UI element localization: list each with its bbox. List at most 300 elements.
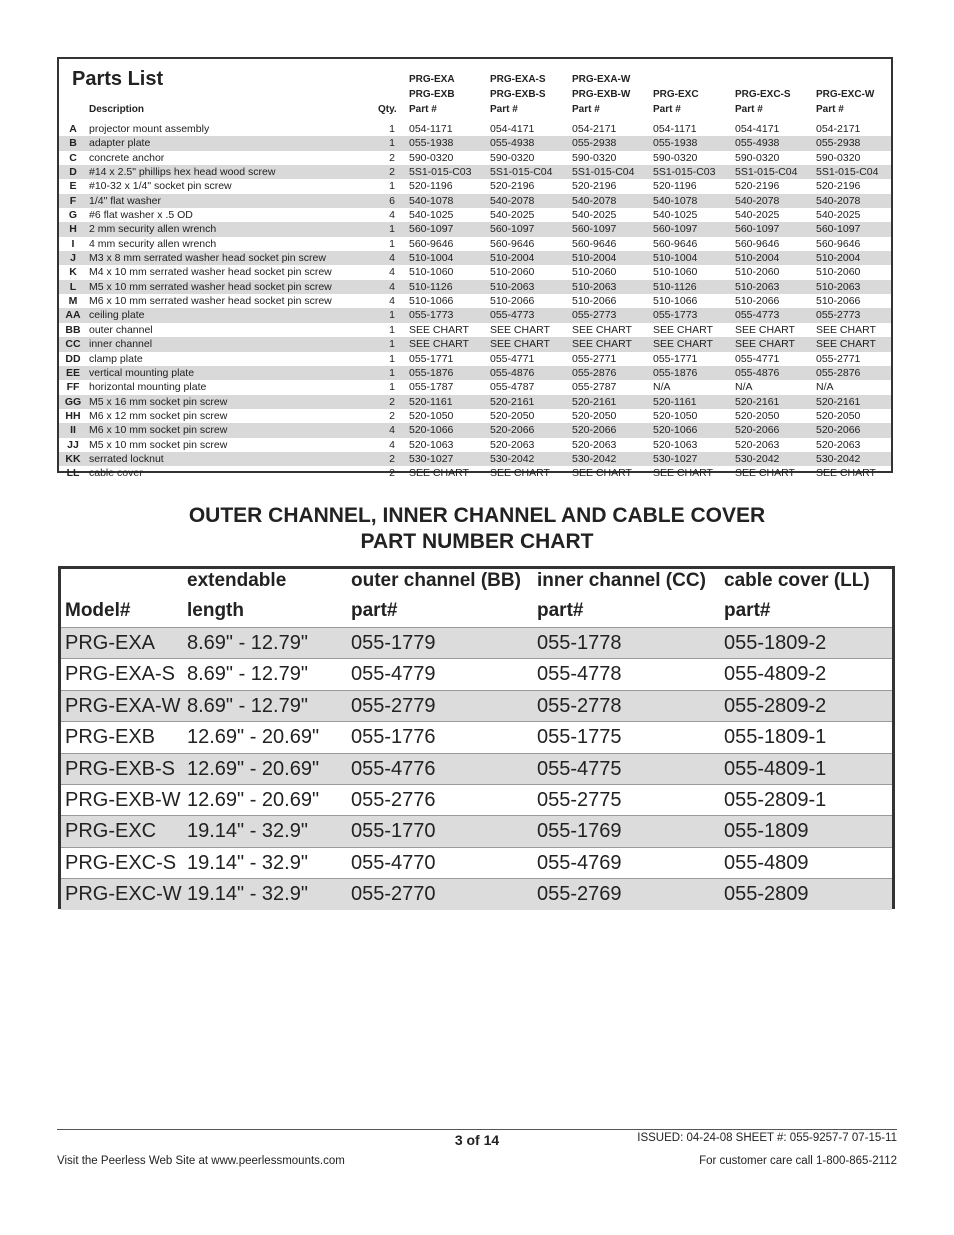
part-letter: CC [65,338,81,351]
parts-row [59,222,891,236]
chart-length: 19.14" - 32.9" [187,820,308,843]
model-header-top: PRG-EXA-S [490,74,546,85]
part-number: SEE CHART [490,338,550,351]
parts-row [59,179,891,193]
part-number: 510-2004 [816,252,861,265]
part-number: 510-2060 [572,266,617,279]
chart-row [61,690,892,721]
part-number: 055-4771 [490,352,535,365]
part-letter: I [71,237,75,250]
part-number: 530-2042 [735,452,780,465]
part-description: 4 mm security allen wrench [89,237,217,250]
part-number: 530-2042 [572,452,617,465]
part-number: 520-2063 [816,438,861,451]
part-number: 520-2161 [735,395,780,408]
part-letter: DD [65,352,81,365]
cable-header-line1: cable cover (LL) [724,570,870,591]
chart-cable-part: 055-4809-2 [724,663,827,686]
part-number: 054-2171 [816,123,861,135]
chart-row [61,753,892,784]
part-number: 055-4938 [735,137,780,150]
part-letter: BB [65,323,81,336]
part-qty: 2 [389,452,395,465]
part-number-header: Part # [735,104,763,115]
part-letter: M [68,295,78,308]
part-number: 5S1-015-C03 [653,166,716,179]
part-number: SEE CHART [653,323,713,336]
part-letter: GG [64,395,82,408]
part-letter: EE [65,366,80,379]
part-number: 520-1066 [409,424,454,437]
part-letter: K [69,266,77,279]
part-number-header: Part # [572,104,600,115]
parts-list-table [57,57,893,480]
chart-model: PRG-EXA-W [65,694,181,717]
part-number: 054-1171 [409,123,453,135]
chart-length: 12.69" - 20.69" [187,757,320,780]
part-letter: KK [65,452,81,465]
part-number: SEE CHART [572,467,632,480]
parts-rows [59,122,891,481]
part-number: 055-2876 [572,366,617,379]
parts-row [59,294,891,308]
part-qty: 1 [389,352,395,365]
model-header-top: PRG-EXA-W [572,74,631,85]
parts-row [59,208,891,222]
model-header-bottom: PRG-EXB-S [490,89,546,100]
part-number: 530-2042 [816,452,861,465]
issued-info: ISSUED: 04-24-08 SHEET #: 055-9257-7 07-15-11 [637,1132,897,1144]
part-number: 510-1060 [409,266,454,279]
part-number: 055-4773 [735,309,780,322]
part-description: M5 x 16 mm socket pin screw [89,395,228,408]
part-number: 510-2066 [572,295,617,308]
part-letter: C [69,151,77,164]
part-number: 560-1097 [409,223,454,236]
part-number: 540-2078 [490,194,535,207]
part-number: 540-1025 [653,209,698,222]
part-number: 560-9646 [816,237,861,250]
part-qty: 1 [389,323,395,336]
part-number: 560-1097 [572,223,617,236]
part-number: 520-1063 [409,438,454,451]
part-qty: 2 [389,467,395,480]
part-letter: E [69,180,77,193]
part-description: concrete anchor [89,151,165,164]
part-qty: 1 [389,223,395,236]
model-header-top: PRG-EXA [409,74,455,85]
part-number: 054-4171 [735,123,780,135]
part-number: 510-2066 [490,295,535,308]
part-description: #14 x 2.5" phillips hex head wood screw [89,166,276,179]
chart-row [61,627,892,658]
model-header: Model# [65,600,131,621]
part-number: 510-2066 [816,295,861,308]
part-number: 054-2171 [572,123,617,135]
part-qty: 1 [389,366,395,379]
part-description: M5 x 10 mm serrated washer head socket pin screw [89,280,332,293]
part-number: 510-2060 [490,266,535,279]
part-number: 520-2063 [572,438,617,451]
part-number: 055-2773 [572,309,617,322]
part-number: SEE CHART [490,467,550,480]
part-letter: A [69,123,77,135]
part-number: N/A [735,381,753,394]
part-number: 054-1171 [653,123,697,135]
parts-row [59,380,891,394]
part-number: 055-2773 [816,309,861,322]
chart-length: 19.14" - 32.9" [187,851,308,874]
chart-inner-part: 055-2775 [537,788,622,811]
part-number: 055-1773 [409,309,454,322]
part-description: serrated locknut [89,452,164,465]
part-number: 055-1773 [653,309,698,322]
part-description: M4 x 10 mm serrated washer head socket pin screw [89,266,332,279]
chart-model: PRG-EXA [65,632,156,654]
part-number: 540-2078 [816,194,861,207]
customer-care-text: For customer care call 1-800-865-2112 [699,1155,897,1167]
part-qty: 1 [389,338,395,351]
parts-row [59,466,891,480]
chart-outer-part: 055-1779 [351,632,436,654]
parts-row [59,151,891,165]
chart-model: PRG-EXA-S [65,663,176,686]
part-qty: 1 [389,180,395,193]
part-number: 560-1097 [490,223,535,236]
part-number: 530-1027 [409,452,454,465]
part-description: projector mount assembly [89,123,210,135]
chart-outer-part: 055-4779 [351,663,436,686]
chart-length: 12.69" - 20.69" [187,788,320,811]
chart-length: 12.69" - 20.69" [187,726,320,749]
part-number: SEE CHART [490,323,550,336]
part-number: 520-1050 [409,409,454,422]
part-number: 520-1161 [653,395,697,408]
part-number: 510-2060 [816,266,861,279]
outer-header-line1: outer channel (BB) [351,570,521,591]
part-description: M5 x 10 mm socket pin screw [89,438,228,451]
part-number: SEE CHART [653,338,713,351]
part-number: 055-1876 [653,366,698,379]
part-number: 055-1771 [409,352,454,365]
part-number: N/A [653,381,671,394]
model-header-bottom: PRG-EXB [409,89,455,100]
part-number: SEE CHART [572,338,632,351]
part-qty: 1 [389,309,395,322]
chart-outer-part: 055-4770 [351,851,436,874]
part-number: 540-2025 [735,209,780,222]
part-number: 055-1938 [409,137,454,150]
chart-inner-part: 055-1778 [537,632,622,654]
part-number: 055-2938 [572,137,617,150]
parts-row [59,265,891,279]
part-number: 055-4773 [490,309,535,322]
part-number: SEE CHART [735,338,795,351]
part-letter: G [68,209,78,222]
part-number: 055-2771 [572,352,617,365]
part-qty: 4 [389,280,395,293]
part-letter: FF [66,381,80,394]
part-letter: II [70,424,76,437]
part-number: 540-1025 [409,209,454,222]
part-letter: H [69,223,77,236]
part-number: 520-2066 [490,424,535,437]
part-letter: HH [65,409,81,422]
part-qty: 6 [389,194,395,207]
part-number: 530-2042 [490,452,535,465]
parts-row [59,122,891,136]
part-number: 590-0320 [490,151,535,164]
part-number: 540-2025 [572,209,617,222]
part-qty: 4 [389,424,395,437]
part-number: 055-1787 [409,381,454,394]
chart-row [61,721,892,752]
parts-row [59,280,891,294]
footer-rule [57,1129,897,1130]
part-number: 520-2063 [735,438,780,451]
part-number: 540-1078 [653,194,698,207]
part-number: 055-1938 [653,137,698,150]
part-qty: 1 [389,123,395,135]
parts-list-title: Parts List [72,68,164,90]
part-number: 590-0320 [735,151,780,164]
part-qty: 1 [389,137,395,150]
part-number: 510-2063 [490,280,535,293]
chart-length: 8.69" - 12.79" [187,632,308,654]
chart-rows [61,627,892,910]
chart-row [61,847,892,878]
chart-row [61,784,892,815]
part-description: vertical mounting plate [89,366,195,379]
part-number: 510-2063 [816,280,861,293]
part-number: 520-2196 [816,180,861,193]
part-number: 510-2066 [735,295,780,308]
part-number: 055-2938 [816,137,861,150]
part-number: 560-9646 [653,237,698,250]
part-letter: J [70,252,76,265]
model-header-bottom: PRG-EXC-W [816,89,875,100]
part-number: 520-2066 [572,424,617,437]
part-number-header: Part # [653,104,681,115]
chart-model: PRG-EXB-S [65,757,176,780]
part-number: SEE CHART [735,467,795,480]
chart-title [0,503,954,555]
part-number: 510-2060 [735,266,780,279]
part-number: 520-2161 [816,395,861,408]
qty-header: Qty. [378,104,397,115]
parts-row [59,308,891,322]
parts-row [59,366,891,380]
part-number: SEE CHART [816,338,876,351]
part-number: 5S1-015-C04 [735,166,798,179]
part-number: 055-2771 [816,352,861,365]
part-description: adapter plate [89,137,151,150]
chart-model: PRG-EXC-S [65,851,177,874]
part-number: SEE CHART [816,467,876,480]
part-description: clamp plate [89,352,143,365]
chart-cable-part: 055-2809-1 [724,788,827,811]
chart-cable-part: 055-2809-2 [724,694,827,717]
parts-row [59,352,891,366]
chart-inner-part: 055-1775 [537,726,622,749]
part-number: 520-2050 [490,409,535,422]
parts-row [59,452,891,466]
part-number: 560-9646 [572,237,617,250]
part-description: #6 flat washer x .5 OD [89,209,193,222]
length-header-line2: length [187,600,244,621]
part-description: outer channel [89,323,153,336]
part-number: 510-1004 [653,252,698,265]
part-number: SEE CHART [409,338,469,351]
chart-inner-part: 055-4775 [537,757,622,780]
part-description: horizontal mounting plate [89,381,207,394]
parts-row [59,337,891,351]
part-number: 590-0320 [572,151,617,164]
part-number: 055-4876 [490,366,535,379]
part-number: 5S1-015-C03 [409,166,472,179]
part-number: 520-1161 [409,395,453,408]
inner-header-line1: inner channel (CC) [537,570,706,591]
part-number: SEE CHART [409,323,469,336]
part-number: 510-1066 [653,295,698,308]
part-number: 510-2063 [572,280,617,293]
part-qty: 4 [389,209,395,222]
part-letter: LL [66,467,80,480]
part-number: 520-2196 [735,180,780,193]
part-number: 510-1126 [653,280,697,293]
part-number: 560-9646 [735,237,780,250]
part-description: M6 x 10 mm socket pin screw [89,424,228,437]
chart-model: PRG-EXB [65,726,156,749]
part-number: 520-2161 [572,395,617,408]
part-number: 054-4171 [490,123,535,135]
chart-cable-part: 055-4809 [724,851,809,874]
part-number: 055-1771 [653,352,698,365]
chart-outer-part: 055-1776 [351,726,436,749]
part-number: 540-1078 [409,194,454,207]
part-number: 510-2004 [490,252,535,265]
part-number: 510-2063 [735,280,780,293]
part-number: 510-1066 [409,295,454,308]
model-header-bottom: PRG-EXC [653,89,699,100]
part-number: 540-2025 [490,209,535,222]
part-number: 520-2050 [735,409,780,422]
part-number: 055-1876 [409,366,454,379]
cable-header-line2: part# [724,600,771,621]
part-qty: 2 [389,409,395,422]
chart-cable-part: 055-4809-1 [724,757,827,780]
part-description: cable cover [89,467,143,480]
part-description: M3 x 8 mm serrated washer head socket pin screw [89,252,326,265]
part-qty: 2 [389,395,395,408]
parts-row [59,395,891,409]
part-number: 510-1004 [409,252,454,265]
part-number: 055-4771 [735,352,780,365]
part-number: SEE CHART [653,467,713,480]
part-description: ceiling plate [89,309,145,322]
part-description: M6 x 12 mm socket pin screw [89,409,228,422]
part-number: 510-2004 [572,252,617,265]
part-number: N/A [816,381,834,394]
part-description: 1/4" flat washer [89,194,162,207]
part-letter: D [69,166,77,179]
part-number: 560-1097 [735,223,780,236]
part-number: 560-1097 [653,223,698,236]
chart-title-line1: OUTER CHANNEL, INNER CHANNEL AND CABLE COVER [188,504,766,527]
parts-row [59,237,891,251]
part-number: 510-1126 [409,280,453,293]
inner-header-line2: part# [537,600,584,621]
parts-row [59,165,891,179]
part-number: 520-2050 [572,409,617,422]
part-number-header: Part # [816,104,844,115]
part-description: 2 mm security allen wrench [89,223,217,236]
chart-length: 8.69" - 12.79" [187,663,308,686]
part-description: #10-32 x 1/4" socket pin screw [89,180,232,193]
page-number: 3 of 14 [454,1132,500,1148]
parts-row [59,409,891,423]
part-number: SEE CHART [735,323,795,336]
part-number: 540-2078 [735,194,780,207]
chart-outer-part: 055-2770 [351,883,436,906]
part-number: 5S1-015-C04 [490,166,553,179]
part-number: 510-1060 [653,266,698,279]
outer-header-line2: part# [351,600,398,621]
part-number: 520-2063 [490,438,535,451]
part-number: 5S1-015-C04 [572,166,635,179]
part-number: 520-2196 [572,180,617,193]
part-number: 055-4876 [735,366,780,379]
parts-row [59,323,891,337]
part-number: SEE CHART [409,467,469,480]
part-letter: AA [65,309,81,322]
part-number-header: Part # [409,104,437,115]
chart-row [61,878,892,909]
length-header-line1: extendable [187,570,287,591]
chart-model: PRG-EXB-W [65,788,181,811]
part-letter: B [69,137,77,150]
chart-inner-part: 055-4778 [537,663,622,686]
part-number: SEE CHART [816,323,876,336]
part-number: 520-2161 [490,395,535,408]
part-qty: 4 [389,252,395,265]
part-number: SEE CHART [572,323,632,336]
part-number: 590-0320 [816,151,861,164]
part-number: 055-4787 [490,381,535,394]
part-qty: 1 [389,381,395,394]
part-qty: 4 [389,295,395,308]
chart-row [61,815,892,846]
part-number: 530-1027 [653,452,698,465]
part-number: 520-2050 [816,409,861,422]
part-qty: 1 [389,237,395,250]
part-number: 055-2787 [572,381,617,394]
part-qty: 2 [389,151,395,164]
parts-row [59,438,891,452]
parts-row [59,423,891,437]
part-number: 540-2078 [572,194,617,207]
chart-cable-part: 055-1809-1 [724,726,827,749]
chart-outer-part: 055-1770 [351,820,436,843]
chart-inner-part: 055-2778 [537,694,622,717]
part-number: 055-2876 [816,366,861,379]
chart-model: PRG-EXC [65,820,157,843]
part-number: 520-2196 [490,180,535,193]
chart-cable-part: 055-1809-2 [724,632,827,654]
part-qty: 2 [389,166,395,179]
description-header: Description [89,104,145,115]
part-number: 520-2066 [816,424,861,437]
